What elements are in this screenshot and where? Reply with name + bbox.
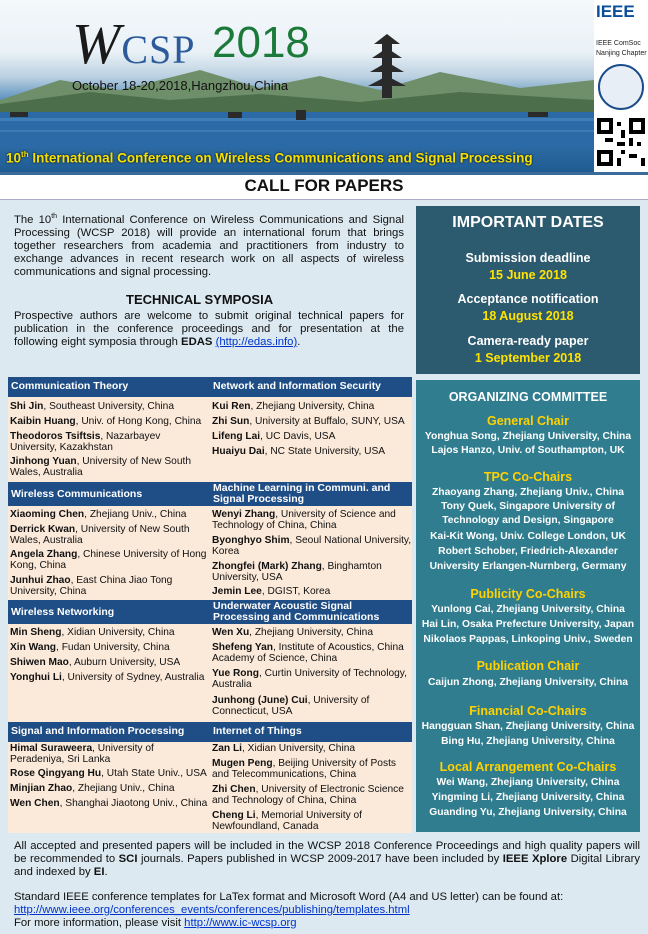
- committee-member: Lajos Hanzo, Univ. of Southampton, UK: [431, 445, 625, 456]
- symposium-member: Wen Chen, Shanghai Jiaotong Univ., China: [10, 798, 208, 809]
- conference-full-title: 10th International Conference on Wireless Communications and Signal Processing: [6, 150, 533, 166]
- conference-year: 2018: [212, 18, 310, 67]
- website-link[interactable]: http://www.ic-wcsp.org: [184, 917, 297, 929]
- committee-role: TPC Co-Chairs: [483, 470, 573, 484]
- organizing-committee-title: ORGANIZING COMMITTEE: [448, 390, 608, 404]
- symposium-member: Xin Wang, Fudan University, China: [10, 642, 170, 653]
- symposium-header: Underwater Acoustic Signal Processing and Communications: [210, 600, 412, 624]
- ieee-logo: IEEE: [596, 2, 635, 21]
- committee-member: Tony Quek, Singapore University of: [441, 501, 615, 512]
- university-seal-icon: [598, 64, 644, 110]
- date-label: Submission deadline: [465, 251, 591, 265]
- symposium-header: Wireless Communications: [8, 482, 210, 506]
- symposium-member: Jemin Lee, DGIST, Korea: [212, 586, 331, 597]
- committee-member: Wei Wang, Zhejiang University, China: [436, 777, 620, 788]
- symposium-member: Junhong (June) Cui, University of Connecticut, USA: [212, 695, 370, 718]
- committee-member: Yingming Li, Zhejiang University, China: [431, 792, 625, 803]
- date-value: 18 August 2018: [482, 309, 574, 323]
- qr-code-icon[interactable]: [597, 118, 645, 166]
- committee-member: Hai Lin, Osaka Prefecture University, Japan: [421, 619, 635, 630]
- symposium-header: Wireless Networking: [8, 600, 210, 624]
- symposium-member: Angela Zhang, Chinese University of Hong Kong, China: [10, 549, 207, 572]
- symposium-member: Theodoros Tsiftsis, Nazarbayev University, Kazakhstan: [10, 431, 161, 454]
- symposium-member: Himal Suraweera, University of Peradeniya, Sri Lanka: [10, 743, 154, 766]
- committee-member: Kai-Kit Wong, Univ. College London, UK: [430, 531, 626, 542]
- templates-paragraph: Standard IEEE conference templates for LaTex format and Microsoft Word (A4 and US letter) can be found at: http://www.ieee.org/conferences_events/conferences/publishing/templates.html: [14, 891, 564, 916]
- symposium-member: Rose Qingyang Hu, Utah State Univ., USA: [10, 768, 207, 779]
- important-dates-title: IMPORTANT DATES: [452, 214, 604, 231]
- call-for-papers-title: CALL FOR PAPERS: [244, 176, 404, 195]
- symposium-member: Wen Xu, Zhejiang University, China: [212, 627, 373, 638]
- date-label: Acceptance notification: [457, 292, 599, 306]
- date-label: Camera-ready paper: [467, 334, 589, 348]
- symposium-header: Network and Information Security: [210, 377, 412, 397]
- symposium-member: Lifeng Lai, UC Davis, USA: [212, 431, 336, 442]
- symposium-header: Signal and Information Processing: [8, 722, 210, 742]
- date-value: 15 June 2018: [489, 268, 567, 282]
- committee-member: Robert Schober, Friedrich-Alexander: [438, 546, 618, 557]
- symposium-member: Zan Li, Xidian University, China: [212, 743, 356, 754]
- symposium-member: Yonghui Li, University of Sydney, Australia: [10, 672, 205, 683]
- edas-link[interactable]: (http://edas.info): [215, 336, 298, 348]
- symposium-member: Yue Rong, Curtin University of Technology, Australia: [212, 668, 407, 691]
- committee-role: Local Arrangement Co-Chairs: [439, 760, 617, 774]
- committee-role: General Chair: [487, 414, 569, 428]
- symposium-member: Kaibin Huang, Univ. of Hong Kong, China: [10, 416, 202, 427]
- conference-dateline: October 18-20,2018,Hangzhou,China: [72, 78, 289, 93]
- edas-label: EDAS: [181, 336, 213, 348]
- proceedings-paragraph: All accepted and presented papers will be included in the WCSP 2018 Conference Proceedings and high quality papers will be recommended to SCI journals. Papers published in WCSP 2009-2017 have been included by IEEE Xplore Digital Library and indexed by EI.: [14, 840, 640, 878]
- committee-member: Caijun Zhong, Zhejiang University, China: [427, 677, 629, 688]
- symposium-header: Machine Learning in Communi. and Signal Processing: [210, 482, 412, 506]
- symposium-member: Junhui Zhao, East China Jiao Tong University, China: [10, 575, 173, 598]
- symposium-member: Jinhong Yuan, University of New South Wales, Australia: [10, 456, 191, 479]
- symposium-member: Huaiyu Dai, NC State University, USA: [212, 446, 386, 457]
- header-banner: [0, 0, 648, 172]
- symposium-member: Shefeng Yan, Institute of Acoustics, China Academy of Science, China: [212, 642, 404, 665]
- ieee-comsoc-label: IEEE ComSoc: [596, 40, 641, 47]
- committee-role: Financial Co-Chairs: [469, 704, 587, 718]
- technical-symposia-paragraph: Prospective authors are welcome to submit original technical papers for publication in the conference proceedings and for presentation at the following eight symposia through EDAS (http://edas.info).: [14, 310, 404, 348]
- technical-symposia-title: TECHNICAL SYMPOSIA: [126, 292, 274, 307]
- symposium-header: Communication Theory: [8, 377, 210, 397]
- symposium-member: Byonghyo Shim, Seoul National University, Korea: [212, 535, 412, 558]
- symposium-member: Shi Jin, Southeast University, China: [10, 401, 175, 412]
- committee-role: Publicity Co-Chairs: [470, 587, 586, 601]
- symposium-member: Derrick Kwan, University of New South Wales, Australia: [10, 524, 190, 547]
- wcsp-logo: WCSP: [72, 11, 196, 76]
- symposium-member: Kui Ren, Zhejiang University, China: [212, 401, 375, 412]
- symposium-member: Cheng Li, Memorial University of Newfoundland, Canada: [212, 810, 363, 833]
- committee-member: Hangguan Shan, Zhejiang University, China: [421, 721, 635, 732]
- committee-member: University Erlangen-Nurnberg, Germany: [429, 561, 627, 572]
- committee-member: Nikolaos Pappas, Linkoping Univ., Sweden: [423, 634, 633, 645]
- ieee-nanjing-label: Nanjing Chapter: [596, 50, 647, 57]
- templates-link[interactable]: http://www.ieee.org/conferences_events/conferences/publishing/templates.html: [14, 904, 410, 916]
- committee-member: Yonghua Song, Zhejiang University, China: [424, 431, 632, 442]
- committee-member: Bing Hu, Zhejiang University, China: [441, 736, 615, 747]
- date-value: 1 September 2018: [474, 351, 582, 365]
- committee-member: Guanding Yu, Zhejiang University, China: [429, 807, 627, 818]
- more-info-line: For more information, please visit http://www.ic-wcsp.org: [14, 917, 297, 929]
- symposium-member: Minjian Zhao, Zhejiang Univ., China: [10, 783, 175, 794]
- committee-member: Yunlong Cai, Zhejiang University, China: [431, 604, 625, 615]
- symposium-member: Zhongfei (Mark) Zhang, Binghamton University, USA: [212, 561, 382, 584]
- committee-member: Zhaoyang Zhang, Zhejiang Univ., China: [431, 487, 625, 498]
- symposium-member: Min Sheng, Xidian University, China: [10, 627, 175, 638]
- symposium-member: Shiwen Mao, Auburn University, USA: [10, 657, 181, 668]
- committee-member: Technology and Design, Singapore: [442, 515, 614, 526]
- symposium-member: Mugen Peng, Beijing University of Posts and Telecommunications, China: [212, 758, 396, 781]
- symposium-member: Zhi Sun, University at Buffalo, SUNY, USA: [212, 416, 405, 427]
- symposium-member: Wenyi Zhang, University of Science and Technology of China, China: [212, 509, 396, 532]
- committee-role: Publication Chair: [476, 659, 580, 673]
- symposium-header: Internet of Things: [210, 722, 412, 742]
- symposium-member: Zhi Chen, University of Electronic Science and Technology of China, China: [212, 784, 404, 807]
- symposium-member: Xiaoming Chen, Zhejiang Univ., China: [10, 509, 187, 520]
- intro-paragraph: The 10th International Conference on Wireless Communications and Signal Processing (WCSP 2018) will provide an international forum that brings together researchers from academia and practitioners from industry to exchange advances in recent research work on all aspects of wireless communications and signal processing.: [14, 213, 405, 278]
